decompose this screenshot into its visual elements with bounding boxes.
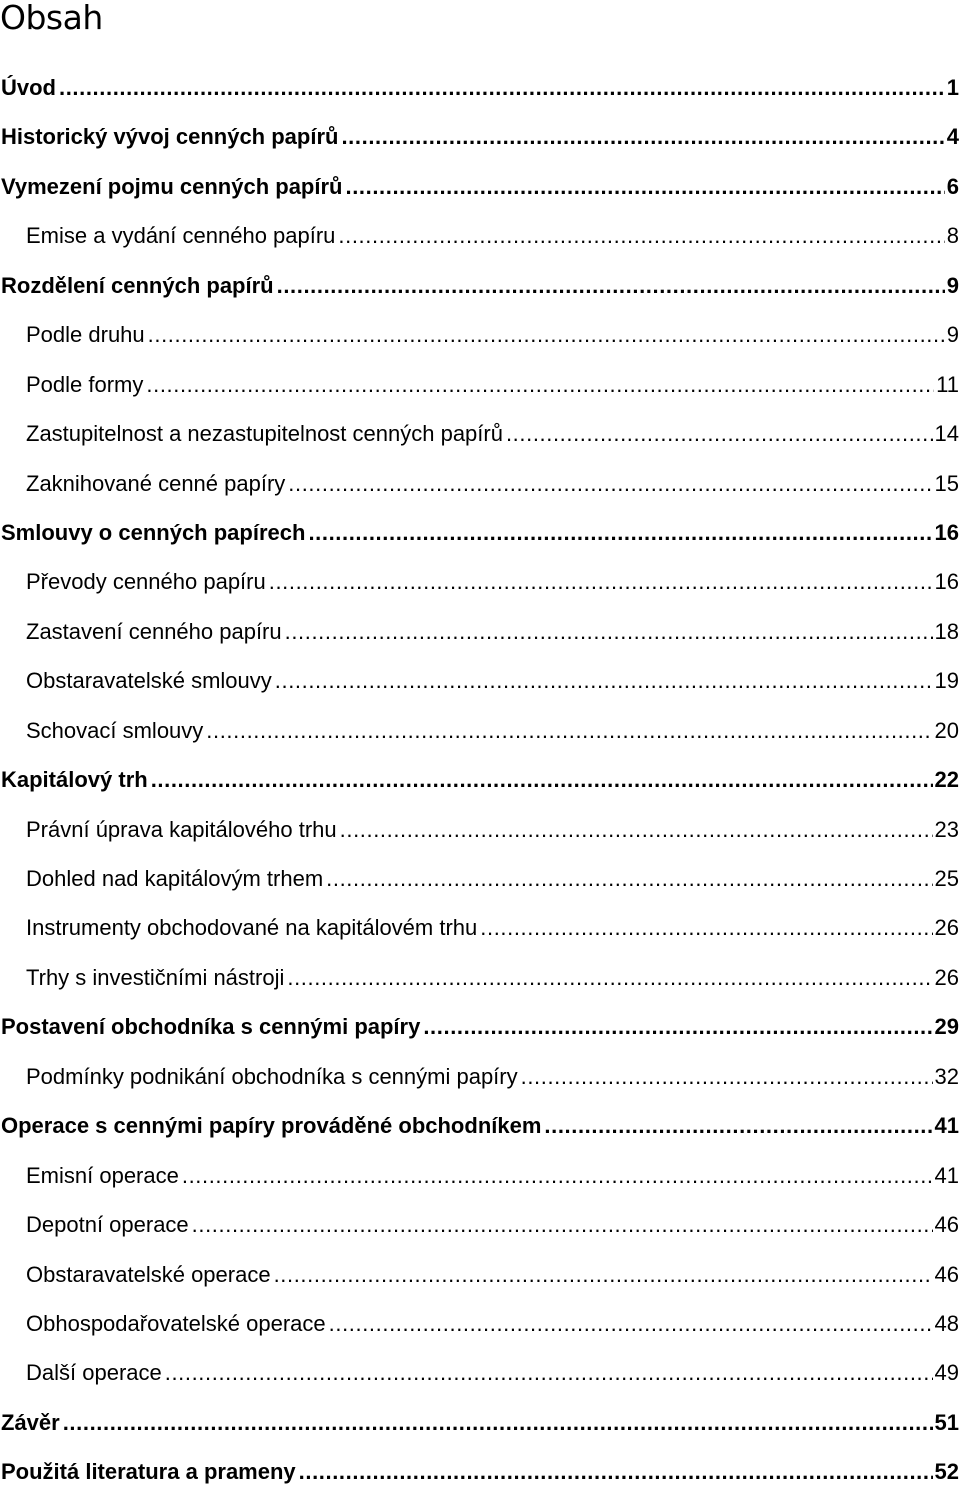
- toc-section-entry[interactable]: [0, 557, 960, 606]
- dot-leader: [329, 1299, 933, 1348]
- toc-entry-page-number: 6: [946, 173, 959, 199]
- toc-chapter-entry[interactable]: [0, 1101, 960, 1150]
- toc-chapter-entry[interactable]: [0, 1002, 960, 1051]
- dot-leader: [288, 459, 932, 508]
- dot-leader: [345, 162, 944, 211]
- toc-section-entry[interactable]: [0, 706, 960, 755]
- toc-entry-page-number: 1: [946, 75, 959, 100]
- toc-entry-page-number: 46: [934, 1261, 959, 1287]
- toc-chapter-entry[interactable]: [0, 755, 960, 804]
- dot-leader: [165, 1348, 933, 1397]
- toc-chapter-entry[interactable]: [0, 162, 960, 211]
- toc-section-entry[interactable]: [0, 1151, 960, 1200]
- toc-entry-title: Trhy s investičními nástroji: [26, 964, 285, 990]
- toc-entry-title: Zastavení cenného papíru: [26, 618, 282, 644]
- dot-leader: [326, 854, 932, 903]
- toc-entry-page-number: 16: [934, 519, 959, 545]
- table-of-contents: [0, 63, 960, 1497]
- dot-leader: [275, 656, 933, 705]
- dot-leader: [146, 360, 934, 409]
- toc-entry-page-number: 52: [934, 1459, 959, 1485]
- toc-chapter-entry[interactable]: [0, 1447, 960, 1496]
- toc-entry-title: Historický vývoj cenných papírů: [1, 124, 339, 150]
- toc-entry-title: Obstaravatelské operace: [26, 1261, 271, 1287]
- toc-entry-title: Zaknihované cenné papíry: [26, 470, 286, 496]
- toc-entry-title: Postavení obchodníka s cennými papíry: [1, 1014, 421, 1040]
- dot-leader: [341, 112, 944, 161]
- dot-leader: [299, 1447, 933, 1496]
- toc-section-entry[interactable]: [0, 805, 960, 854]
- dot-leader: [63, 1398, 933, 1447]
- toc-entry-title: Použitá literatura a prameny: [1, 1459, 296, 1485]
- toc-entry-page-number: 8: [946, 223, 959, 249]
- dot-leader: [521, 1052, 933, 1101]
- dot-leader: [423, 1002, 932, 1051]
- toc-entry-title: Emise a vydání cenného papíru: [26, 223, 336, 249]
- toc-entry-title: Vymezení pojmu cenných papírů: [1, 173, 343, 199]
- dot-leader: [506, 409, 933, 458]
- toc-entry-title: Závěr: [1, 1409, 60, 1435]
- dot-leader: [308, 508, 932, 557]
- toc-section-entry[interactable]: [0, 310, 960, 359]
- page-title: Obsah: [0, 0, 103, 37]
- dot-leader: [269, 557, 933, 606]
- toc-section-entry[interactable]: [0, 1250, 960, 1299]
- toc-entry-page-number: 49: [934, 1360, 959, 1386]
- toc-chapter-entry[interactable]: [0, 261, 960, 310]
- toc-section-entry[interactable]: [0, 360, 960, 409]
- toc-section-entry[interactable]: [0, 953, 960, 1002]
- toc-entry-title: Obstaravatelské smlouvy: [26, 668, 272, 694]
- toc-entry-title: Převody cenného papíru: [26, 569, 266, 595]
- dot-leader: [544, 1101, 932, 1150]
- toc-entry-page-number: 23: [934, 816, 959, 842]
- dot-leader: [480, 903, 932, 952]
- toc-entry-title: Operace s cennými papíry prováděné obchodníkem: [1, 1113, 542, 1139]
- toc-entry-page-number: 29: [934, 1014, 959, 1040]
- toc-entry-title: Emisní operace: [26, 1162, 179, 1188]
- toc-section-entry[interactable]: [0, 1299, 960, 1348]
- toc-entry-page-number: 25: [934, 866, 959, 891]
- toc-entry-title: Kapitálový trh: [1, 767, 148, 793]
- toc-entry-title: Smlouvy o cenných papírech: [1, 519, 306, 545]
- dot-leader: [285, 607, 933, 656]
- toc-chapter-entry[interactable]: [0, 508, 960, 557]
- toc-chapter-entry[interactable]: [0, 1398, 960, 1447]
- toc-entry-page-number: 26: [934, 915, 959, 941]
- toc-entry-title: Schovací smlouvy: [26, 717, 204, 743]
- toc-section-entry[interactable]: [0, 409, 960, 458]
- dot-leader: [340, 805, 933, 854]
- toc-entry-title: Rozdělení cenných papírů: [1, 272, 274, 298]
- toc-entry-page-number: 32: [934, 1063, 959, 1089]
- dot-leader: [59, 63, 945, 112]
- toc-section-entry[interactable]: [0, 1348, 960, 1397]
- toc-section-entry[interactable]: [0, 607, 960, 656]
- dot-leader: [151, 755, 933, 804]
- toc-entry-title: Podmínky podnikání obchodníka s cennými papíry: [26, 1063, 518, 1089]
- toc-entry-page-number: 18: [934, 618, 959, 644]
- toc-entry-page-number: 51: [934, 1409, 959, 1435]
- toc-section-entry[interactable]: [0, 1200, 960, 1249]
- dot-leader: [274, 1250, 933, 1299]
- toc-entry-page-number: 41: [934, 1113, 959, 1139]
- dot-leader: [338, 211, 944, 260]
- toc-section-entry[interactable]: [0, 656, 960, 705]
- toc-entry-title: Dohled nad kapitálovým trhem: [26, 866, 324, 891]
- dot-leader: [148, 310, 945, 359]
- toc-section-entry[interactable]: [0, 459, 960, 508]
- toc-entry-page-number: 26: [934, 964, 959, 990]
- toc-entry-page-number: 4: [946, 124, 959, 150]
- toc-entry-title: Úvod: [1, 75, 56, 100]
- toc-entry-title: Podle formy: [26, 371, 144, 397]
- toc-section-entry[interactable]: [0, 854, 960, 903]
- toc-chapter-entry[interactable]: [0, 63, 960, 112]
- toc-entry-page-number: 48: [934, 1310, 959, 1336]
- toc-section-entry[interactable]: [0, 211, 960, 260]
- toc-entry-title: Další operace: [26, 1360, 162, 1386]
- dot-leader: [182, 1151, 933, 1200]
- toc-entry-page-number: 9: [946, 272, 959, 298]
- toc-entry-title: Podle druhu: [26, 322, 145, 348]
- toc-entry-title: Právní úprava kapitálového trhu: [26, 816, 337, 842]
- dot-leader: [206, 706, 932, 755]
- toc-entry-page-number: 20: [934, 717, 959, 743]
- toc-entry-page-number: 41: [934, 1162, 959, 1188]
- toc-entry-page-number: 14: [934, 421, 959, 447]
- dot-leader: [287, 953, 932, 1002]
- toc-entry-title: Instrumenty obchodované na kapitálovém trhu: [26, 915, 478, 941]
- toc-entry-title: Obhospodařovatelské operace: [26, 1310, 326, 1336]
- toc-entry-page-number: 46: [934, 1212, 959, 1238]
- toc-entry-page-number: 9: [946, 322, 959, 348]
- toc-section-entry[interactable]: [0, 1052, 960, 1101]
- toc-entry-page-number: 15: [934, 470, 959, 496]
- toc-entry-page-number: 11: [936, 371, 959, 397]
- toc-chapter-entry[interactable]: [0, 112, 960, 161]
- toc-entry-page-number: 22: [934, 767, 959, 793]
- toc-entry-page-number: 16: [934, 569, 959, 595]
- toc-entry-page-number: 19: [934, 668, 959, 694]
- toc-entry-title: Depotní operace: [26, 1212, 189, 1238]
- toc-entry-title: Zastupitelnost a nezastupitelnost cenných papírů: [26, 421, 503, 447]
- toc-section-entry[interactable]: [0, 903, 960, 952]
- dot-leader: [277, 261, 945, 310]
- dot-leader: [192, 1200, 933, 1249]
